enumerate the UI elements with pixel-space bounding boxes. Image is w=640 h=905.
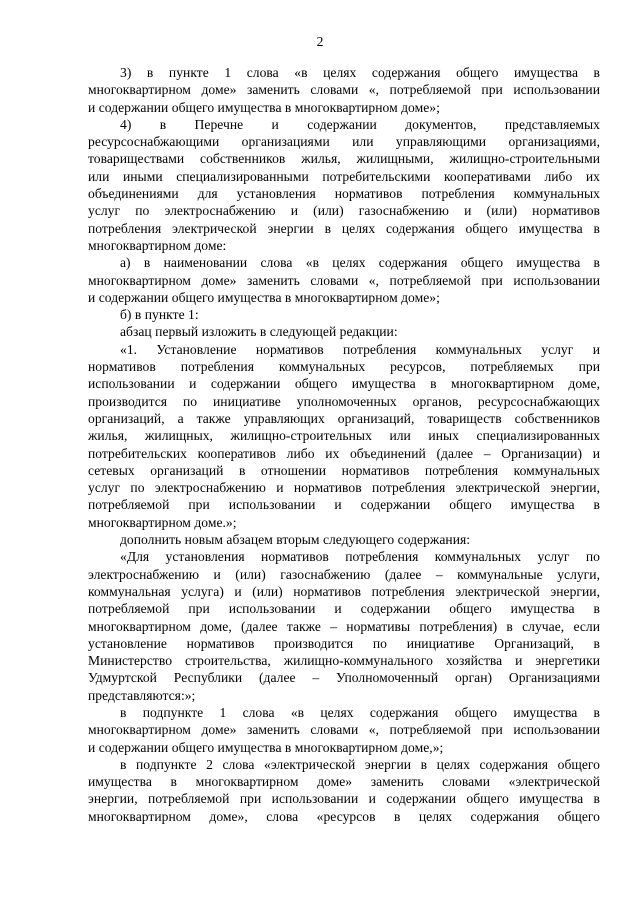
text-line: в подпункте 1 слова «в целях содержания общего имущества в	[120, 704, 600, 720]
text-line: в подпункте 2 слова «электрической энергии в целях содержания общего	[120, 756, 600, 772]
text-line: потребительских кооперативов либо их объединений (далее – Организации) и	[88, 445, 600, 461]
text-line: многоквартирном доме» заменить словами «, потребляемой при использовании	[88, 722, 600, 738]
text-line: Министерство строительства, жилищно-коммунального хозяйства и энергетики	[88, 653, 600, 669]
text-line: жилья, жилищных, жилищно-строительных или иных специализированных	[88, 428, 600, 444]
page-number: 2	[316, 34, 324, 49]
text-line: и содержании общего имущества в многоквартирном доме,»;	[88, 739, 444, 755]
text-line: многоквартирном доме», слова «ресурсов в целях содержания общего	[88, 808, 600, 824]
text-line: или иными специализированными потребительскими кооперативами либо их	[88, 168, 600, 184]
text-line: и содержании общего имущества в многоквартирном доме»;	[88, 99, 440, 115]
text-line: многоквартирном доме» заменить словами «, потребляемой при использовании	[88, 82, 600, 98]
text-line: 3) в пункте 1 слова «в целях содержания общего имущества в	[120, 65, 600, 80]
text-line: многоквартирном доме:	[88, 237, 227, 253]
text-line: услуг по электроснабжению и нормативов потребления электрической энергии,	[88, 480, 600, 496]
text-line: коммунальная услуга) и (или) нормативов потребления электрической энергии,	[88, 583, 600, 599]
text-line: установление нормативов производится по инициативе Организаций, в	[88, 635, 600, 651]
text-line: потребляемой при использовании и содержании общего имущества в	[88, 497, 600, 513]
text-line: объединениями для установления нормативов потребления коммунальных	[88, 186, 600, 202]
text-line: «Для установления нормативов потребления коммунальных услуг по	[120, 549, 600, 565]
text-line: производится по инициативе уполномоченных органов, ресурсоснабжающих	[88, 393, 600, 409]
text-line: и содержании общего имущества в многоквартирном доме»;	[88, 289, 440, 305]
document-body	[88, 64, 600, 825]
text-line: многоквартирном доме» заменить словами «, потребляемой при использовании	[88, 272, 600, 288]
text-line: Удмуртской Республики (далее – Уполномоченный орган) Организациями	[88, 670, 600, 686]
text-line: 4) в Перечне и содержании документов, представляемых	[120, 116, 600, 132]
text-line: дополнить новым абзацем вторым следующего содержания:	[120, 532, 471, 548]
text-line: электроснабжению и (или) газоснабжению (далее – коммунальные услуги,	[88, 566, 600, 582]
text-line: представляются:»;	[88, 687, 196, 703]
text-line: «1. Установление нормативов потребления коммунальных услуг и	[120, 341, 600, 357]
text-line: многоквартирном доме.»;	[88, 514, 237, 530]
text-line: сетевых организаций в отношении нормативов потребления коммунальных	[88, 462, 600, 478]
text-line: потребляемой при использовании и содержании общего имущества в	[88, 601, 600, 617]
text-line: услуг по электроснабжению и (или) газоснабжению и (или) нормативов	[88, 203, 600, 219]
text-line: потребления электрической энергии в целях содержания общего имущества в	[88, 220, 600, 236]
text-line: нормативов потребления коммунальных ресурсов, потребляемых при	[88, 359, 600, 375]
text-line: ресурсоснабжающими организациями или управляющими организациями,	[88, 134, 600, 150]
text-line: организаций, а также управляющих организаций, товариществ собственников	[88, 410, 600, 426]
text-line: использовании и содержании общего имущества в многоквартирном доме,	[88, 376, 600, 392]
text-line: а) в наименовании слова «в целях содержания общего имущества в	[120, 255, 600, 271]
text-line: энергии, потребляемой при использовании и содержании общего имущества в	[88, 791, 600, 807]
text-line: абзац первый изложить в следующей редакции:	[120, 324, 398, 340]
text-line: товариществами собственников жилья, жилищными, жилищно-строительными	[88, 151, 600, 167]
text-line: многоквартирном доме, (далее также – нормативы потребления) в случае, если	[88, 618, 600, 634]
text-line: б) в пункте 1:	[120, 307, 199, 323]
text-line: имущества в многоквартирном доме» заменить словами «электрической	[88, 774, 600, 790]
